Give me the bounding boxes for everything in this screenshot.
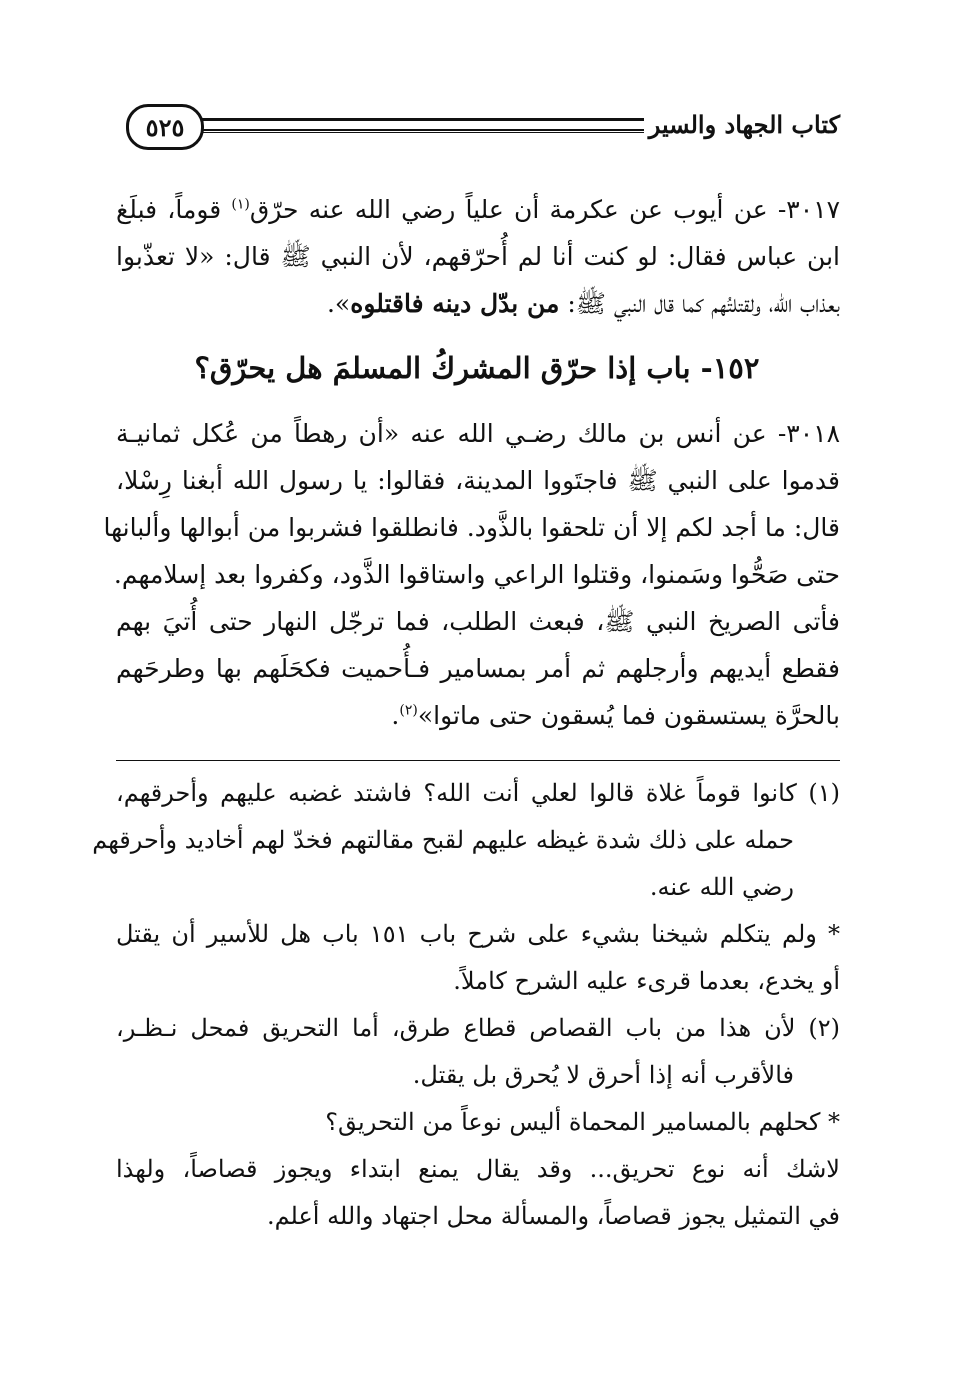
footnote-2-line: (٢) لأن هذا من باب القصاص قطاع طرق، أما التحريق فمحل نـظـر،: [116, 1014, 840, 1042]
hadith-3017-line-3-text: بعذاب الله، ولقتلتُهم كما قال النبي ﷺ:: [559, 289, 840, 318]
footnote-1-line: حمله على ذلك شدة غيظه عليهم لقبح مقالتهم فخدّ لهم أخاديد وأحرقهم: [92, 826, 794, 854]
hadith-3018-last-line: [116, 692, 840, 739]
hadith-3017-line-3: [116, 280, 840, 327]
hadith-3018-line: حتى صَحُّوا وسَمنوا، وقتلوا الراعي واستاقوا الذَّود، وكفروا بعد إسلامهم.: [113, 560, 840, 589]
hadith-3018-line: قال: ما أجد لكم إلا أن تلحقوا بالذَّود. فانطلقوا فشربوا من أبوالها وألبانها: [103, 513, 840, 542]
footnotes: [92, 770, 840, 1240]
footnote-ref-1: (١): [231, 196, 250, 213]
footnote-1-comment-line: * ولم يتكلم شيخنا بشيء على شرح باب ١٥١ باب هل للأسير أن يقتل: [116, 920, 840, 948]
running-title: كتاب الجهاد والسير: [648, 110, 840, 139]
hadith-3017-line-1-end: قوماً، فبلَغ: [116, 195, 232, 224]
hadith-3017-line-2: ابن عباس فقال: لو كنت أنا لم أُحرّقهم، لأن النبي ﷺ قال: «لا تعذّبوا: [116, 242, 840, 271]
footnote-2-comment-line: * كحلهم بالمسامير المحماة أليس نوعاً من التحريق؟: [325, 1108, 840, 1136]
header-rule-thin: [190, 132, 644, 133]
page-number: ٥٢٥: [126, 104, 204, 150]
hadith-3017-line-3-end: ».: [326, 289, 351, 318]
hadith-3017: [116, 186, 840, 327]
footnote-2-line: فالأقرب أنه إذا أحرق لا يُحرق بل يقتل.: [412, 1061, 794, 1089]
hadith-3018-line: فأتى الصريخ النبي ﷺ، فبعث الطلب، فما ترجّل النهار حتى أُتيَ بهم: [116, 607, 840, 636]
hadith-3017-line-1: [116, 186, 840, 233]
page-header: [120, 98, 840, 158]
hadith-3018-line: فقطع أيديهم وأرجلهم ثم أمر بمسامير فـأُحميت فكحَلَهم بها وطرحَهم: [116, 654, 840, 683]
footnote-separator: [116, 760, 840, 761]
hadith-3018-line: قدموا على النبي ﷺ فاجتَووا المدينة، فقالوا: يا رسول الله أبغنا رِسْلا،: [116, 466, 840, 495]
chapter-heading: ١٥٢- باب إذا حرّق المشركُ المسلمَ هل يحرّق؟: [194, 351, 760, 385]
footnote-2-comment-line: لاشك أنه نوع تحريق... وقد يقال يمنع ابتداء ويجوز قصاصاً، ولهذا: [116, 1155, 840, 1183]
footnote-1-line: رضي الله عنه.: [649, 873, 794, 901]
hadith-3017-line-1-text: ٣٠١٧- عن أيوب عن عكرمة أن علياً رضي الله عنه حرّق: [249, 195, 840, 224]
hadith-3018-last-line-end: .: [391, 701, 400, 730]
footnote-ref-2: (٢): [399, 702, 418, 719]
hadith-3018-line: ٣٠١٨- عن أنس بن مالك رضـي الله عنه «أن رهطاً من عُكل ثمانيـة: [116, 419, 840, 448]
hadith-3018-last-line-text: بالحرَّة يستسقون فما يُسقون حتى ماتوا»: [417, 701, 840, 730]
hadith-3017-quote-bold: من بدّل دينه فاقتلوه: [350, 289, 560, 318]
hadith-3018: [103, 410, 840, 739]
footnote-1-comment-line: أو يخدع، بعدما قرىء عليه الشرح كاملاً.: [453, 967, 840, 995]
footnote-2-comment-line: في التمثيل يجوز قصاصاً، والمسألة محل اجتهاد والله أعلم.: [266, 1202, 840, 1230]
footnote-1-line: (١) كانوا قوماً غلاة قالوا لعلي أنت الله؟ فاشتد غضبه عليهم وأحرقهم،: [116, 779, 840, 807]
header-rule: [190, 118, 644, 131]
